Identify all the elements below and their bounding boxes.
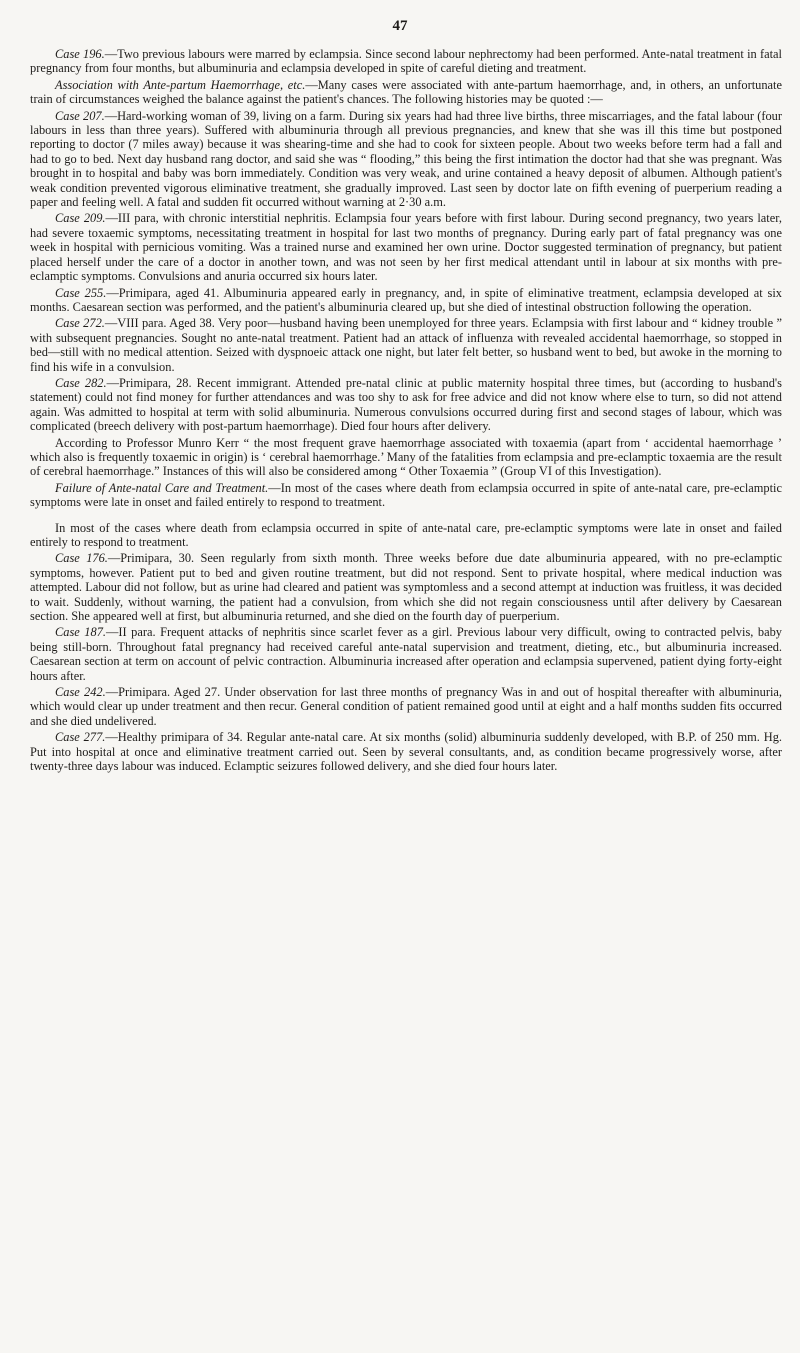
- paragraph-text: —VIII para. Aged 38. Very poor—husband having been unemployed for three years. Eclampsia with first labour and “ kidney trouble ” with subsequent pregnancies. Sought no ante-natal treatment. Patient had an attack of influenza with revealed accidental haemorrhage, so stopped in bed—still with no medical attention. Seized with dyspnoeic attack one night, but later felt better, so husband went to bed, but awoke in the morning to find his wife in a convulsion.: [30, 316, 782, 374]
- paragraph-case-187: [30, 625, 782, 683]
- paragraph-lead: Case 196.: [55, 47, 105, 61]
- paragraph-lead: Case 207.: [55, 108, 105, 123]
- paragraph-text: —Primipara, 30. Seen regularly from sixth month. Three weeks before due date albuminuria appeared, with no pre-eclamptic symptoms, however. Patient put to bed and given routine treatment, but did not respond. Sent to private hospital, where medical induction was attempted. Labour did not follow, but as urine had cleared and patient was symptomless and a second attempt at induction was fruitless, it was decided to wait. Suddenly, without warning, the patient had a convulsion, from which she did not regain consciousness until after delivery by Caesarean section. She appeared well at first, but albuminuria returned, and she died on the fourth day of puerperium.: [30, 551, 782, 624]
- paragraph-lead: Case 176.: [55, 551, 108, 566]
- paragraph-text: —Primipara, aged 41. Albuminuria appeared early in pregnancy, and, in spite of eliminative treatment, eclampsia developed at six months. Caesarean section was performed, and the patient's albuminuria cleared up, but she died of intestinal obstruction following the operation.: [30, 285, 782, 314]
- page-number: 47: [392, 18, 408, 34]
- paragraph-failure-of-ante-natal-care: [30, 481, 782, 510]
- paragraph-text: —III para, with chronic interstitial nephritis. Eclampsia four years before with first labour. During second pregnancy, two years later, had severe toxaemic symptoms, necessitating treatment in hospital for last two months of pregnancy. During early part of fatal pregnancy was one week in hospital with pernicious vomiting. Was a trained nurse and examined her own urine. Doctor suggested termination of pregnancy, but patient placed herself under the care of a doctor in another town, and was not seen by her first medical attendant until in labour at six months with pre-eclamptic symptoms. Convulsions and anuria occurred six hours later.: [30, 211, 782, 284]
- page-body: [30, 47, 782, 776]
- paragraph-lead: Case 277.: [55, 730, 106, 745]
- paragraph-lead: Case 272.: [55, 316, 105, 331]
- paragraph-case-176: [30, 551, 782, 623]
- paragraph-ante-partum-association: [30, 78, 782, 107]
- paragraph-munro-kerr-quote: [30, 436, 782, 479]
- paragraph-lead: Case 242.: [55, 685, 106, 700]
- paragraph-case-196: [30, 47, 782, 76]
- paragraph-text: According to Professor Munro Kerr “ the most frequent grave haemorrhage associated with toxaemia (apart from ‘ accidental haemorrhage ’ which also is frequently toxaemic in origin) is ‘ cerebral haemorrhage.’ Many of the fatalities from eclampsia and pre-eclamptic toxaemia are the result of cerebral haemorrhage.” Instances of this will also be considered among “ Other Toxaemia ” (Group VI of this Investigation).: [30, 435, 782, 479]
- paragraph-text: —Primipara, 28. Recent immigrant. Attended pre-natal clinic at public maternity hospital three times, but (according to husband's statement) could not find money for further attendances and was too shy to ask for free advice and did not know where else to turn, so did not attend again. Was admitted to hospital at term with solid albuminuria. Numerous convulsions occurred during first and second stages of labour, which was complicated (breech delivery with post-partum haemorrhage). Died four hours after delivery.: [30, 375, 782, 434]
- paragraph-text: —II para. Frequent attacks of nephritis since scarlet fever as a girl. Previous labour very difficult, owing to contracted pelvis, baby being still-born. Throughout fatal pregnancy had received careful ante-natal supervision and treatment, dieting, etc., but albuminuria increased. Caesarean section at term on account of pelvic contraction. Albuminuria increased after operation and eclampsia supervened, patient dying forty-eight hours after.: [30, 625, 782, 683]
- paragraph-text: —Many cases were associated with ante-partum haemorrhage, and, in others, an unfortunate train of circumstances weighed the balance against the patient's chances. The following histories may be quoted :—: [30, 77, 782, 107]
- paragraph-case-277: [30, 730, 782, 773]
- paragraph-case-255: [30, 286, 782, 315]
- paragraph-case-272: [30, 316, 782, 374]
- paragraph-text: —Primipara. Aged 27. Under observation for last three months of pregnancy Was in and out of hospital thereafter with albuminuria, which would clear up under treatment and then recur. General condition of patient remained good until at eight and a half months sudden fits occurred and she died undelivered.: [30, 685, 782, 728]
- paragraph-case-242: [30, 685, 782, 728]
- paragraph-case-282: [30, 376, 782, 434]
- paragraph-text: —Healthy primipara of 34. Regular ante-natal care. At six months (solid) albuminuria suddenly developed, with B.P. of 250 mm. Hg. Put into hospital at once and eliminative treatment carried out. Seen by several consultants, and, as condition became progressively worse, after twenty-three days labour was induced. Eclamptic seizures followed delivery, and she died four hours later.: [30, 730, 782, 774]
- paragraph-lead: Case 255.: [55, 285, 107, 300]
- paragraph-lead: Case 187.: [55, 625, 106, 640]
- paragraph-failure-repeated: [30, 521, 782, 550]
- paragraph-lead: Case 282.: [55, 375, 107, 390]
- paragraph-text: —Two previous labours were marred by eclampsia. Since second labour nephrectomy had been performed. Ante-natal treatment in fatal pregnancy from four months, but albuminuria and eclampsia developed in spite of careful dieting and treatment.: [30, 47, 782, 76]
- paragraph-lead: Case 209.: [55, 211, 106, 226]
- paragraph-text: —In most of the cases where death from eclampsia occurred in spite of ante-natal care, pre-eclamptic symptoms were late in onset and failed entirely to respond to treatment.: [30, 480, 782, 510]
- paragraph-case-209: [30, 211, 782, 283]
- paragraph-text: In most of the cases where death from eclampsia occurred in spite of ante-natal care, pre-eclamptic symptoms were late in onset and failed entirely to respond to treatment.: [30, 520, 782, 549]
- paragraph-lead: Association with Ante-partum Haemorrhage, etc.: [55, 77, 306, 92]
- paragraph-case-207: [30, 109, 782, 210]
- paragraph-lead: Failure of Ante-natal Care and Treatment.: [55, 480, 269, 495]
- paragraph-text: —Hard-working woman of 39, living on a farm. During six years had had three live births, three miscarriages, and the fatal labour (four labours in less than three years). Suffered with albuminuria through all previous pregnancies, and knew that she was ill this time but postponed reporting to doctor (7 miles away) because it was shearing-time and she had to cook for sixteen people. About two weeks before term had a fall and had to go to bed. Next day husband rang doctor, and said she was “ flooding,” this being the first intimation the doctor had that she was pregnant. Was brought in to hospital and baby was born immediately. Condition was very weak, and urine contained a heavy deposit of albumen. Although patient's weak condition prevented vigorous eliminative treatment, she gradually improved. Last seen by doctor late on fifth evening of puerperium reading a paper and feeling well. A fatal and sudden fit occurred without warning at 2·30 a.m.: [30, 108, 782, 210]
